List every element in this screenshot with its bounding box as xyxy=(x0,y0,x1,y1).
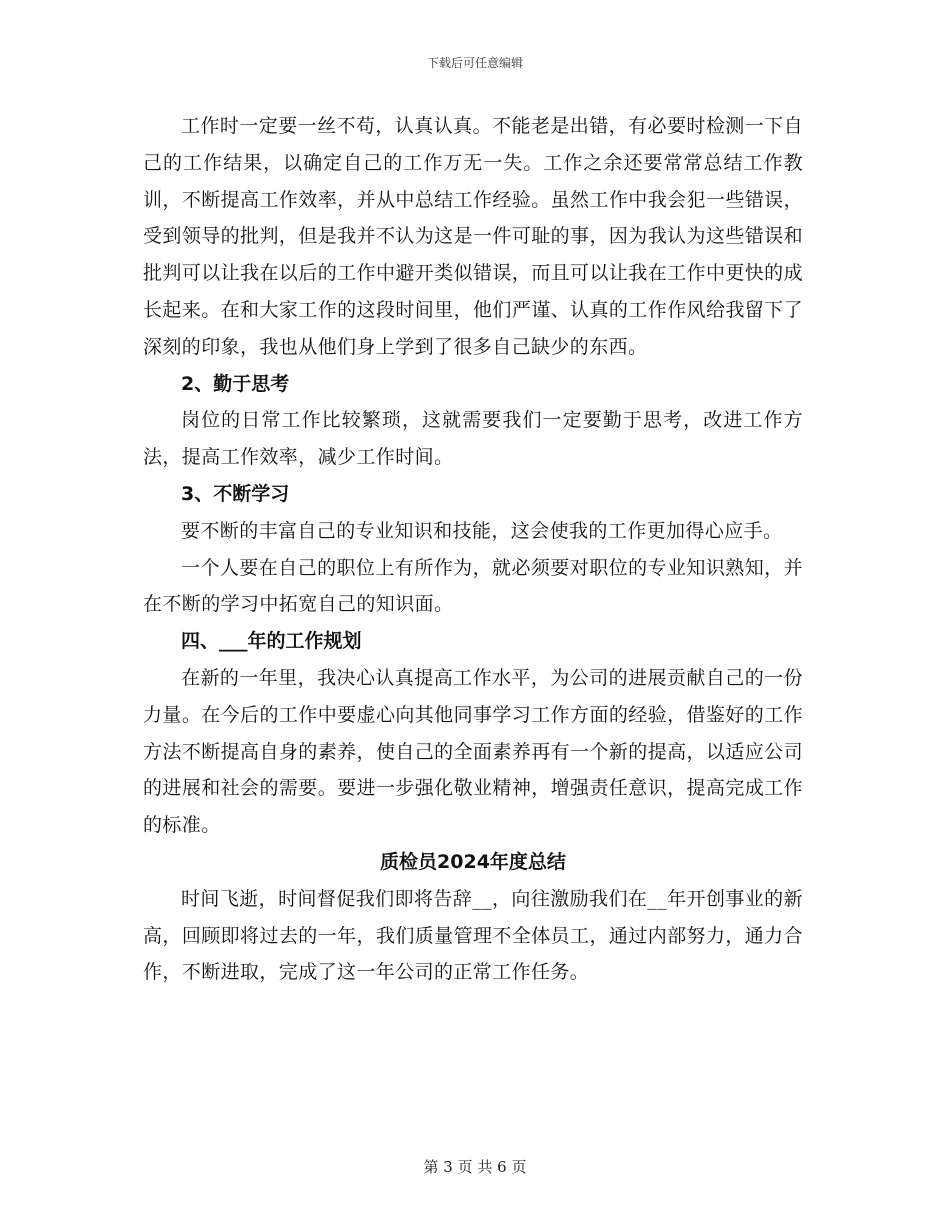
paragraph-learn-skills: 要不断的丰富自己的专业知识和技能，这会使我的工作更加得心应手。 xyxy=(181,519,783,542)
page-header: 下载后可任意编辑 xyxy=(426,56,523,70)
section-heading-learn: 3、不断学习 xyxy=(181,482,290,505)
paragraph-think: 岗位的日常工作比较繁琐，这就需要我们一定要勤于思考，改进工作方法，提高工作效率，减少工作时间。 xyxy=(143,409,803,469)
paragraph-summary-intro: 时间飞逝，时间督促我们即将告辞__，向往激励我们在__年开创事业的新高，回顾即将过去的一年，我们质量管理不全体员工，通过内部努力，通力合作，不断进取，完成了这一年公司的正常工作任务。 xyxy=(143,887,803,984)
document-title: 质检员2024年度总结 xyxy=(380,850,566,873)
paragraph-work-attitude: 工作时一定要一丝不苟，认真认真。不能老是出错，有必要时检测一下自己的工作结果，以确定自己的工作万无一失。工作之余还要常常总结工作教训，不断提高工作效率，并从中总结工作经验。虽然工作中我会犯一些错误，受到领导的批判，但是我并不认为这是一件可耻的事，因为我认为这些错误和批判可以让我在以后的工作中避开类似错误，而且可以让我在工作中更快的成长起来。在和大家工作的这段时间里，他们严谨、认真的工作作风给我留下了深刻的印象，我也从他们身上学到了很多自己缺少的东西。 xyxy=(143,115,803,358)
page-number: 第 3 页 共 6 页 xyxy=(423,1158,527,1176)
section-heading-think: 2、勤于思考 xyxy=(181,372,290,395)
section-heading-plan: 四、___年的工作规划 xyxy=(181,630,362,653)
document-body xyxy=(143,108,803,991)
paragraph-plan: 在新的一年里，我决心认真提高工作水平，为公司的进展贡献自己的一份力量。在今后的工作中要虚心向其他同事学习工作方面的经验，借鉴好的工作方法不断提高自身的素养，使自己的全面素养再有一个新的提高，以适应公司的进展和社会的需要。要进一步强化敬业精神，增强责任意识，提高完成工作的标准。 xyxy=(143,666,803,837)
paragraph-learn-knowledge: 一个人要在自己的职位上有所作为，就必须要对职位的专业知识熟知，并在不断的学习中拓宽自己的知识面。 xyxy=(143,556,803,616)
